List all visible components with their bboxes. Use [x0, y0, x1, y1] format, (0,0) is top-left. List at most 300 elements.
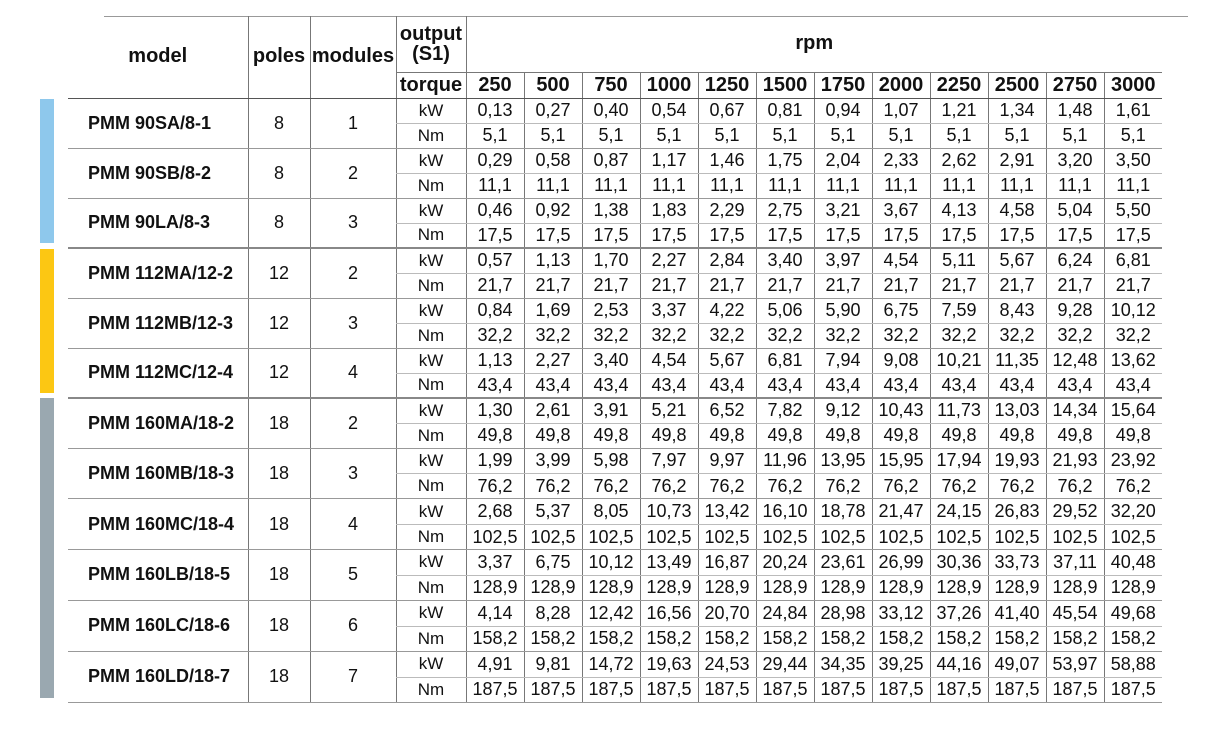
torque-value-cell: 158,2 — [1046, 626, 1104, 651]
unit-nm: Nm — [396, 273, 466, 298]
group-color-bar — [40, 248, 54, 398]
power-value-cell: 5,04 — [1046, 198, 1104, 223]
model-name: PMM 112MB/12-3 — [68, 298, 248, 348]
torque-value-cell: 43,4 — [872, 373, 930, 398]
power-value-cell: 9,12 — [814, 398, 872, 423]
torque-value-cell: 32,2 — [988, 323, 1046, 348]
unit-nm: Nm — [396, 373, 466, 398]
power-value-cell: 7,97 — [640, 448, 698, 474]
unit-kw: kW — [396, 499, 466, 525]
power-value-cell: 4,54 — [872, 248, 930, 273]
power-value-cell: 32,20 — [1104, 499, 1162, 525]
bar-gap — [54, 398, 68, 702]
rpm-header-cell: 3000 — [1104, 72, 1162, 98]
modules-value: 2 — [310, 248, 396, 298]
torque-value-cell: 17,5 — [930, 223, 988, 248]
power-value-cell: 1,46 — [698, 148, 756, 173]
group-color-bar — [40, 98, 54, 248]
power-value-cell: 1,17 — [640, 148, 698, 173]
unit-nm: Nm — [396, 575, 466, 600]
bar-gap — [54, 98, 68, 248]
torque-value-cell: 76,2 — [698, 474, 756, 499]
torque-value-cell: 158,2 — [872, 626, 930, 651]
torque-value-cell: 158,2 — [466, 626, 524, 651]
torque-value-cell: 11,1 — [1046, 173, 1104, 198]
model-name: PMM 160MA/18-2 — [68, 398, 248, 448]
modules-value: 5 — [310, 550, 396, 601]
power-value-cell: 10,12 — [1104, 298, 1162, 323]
power-value-cell: 1,69 — [524, 298, 582, 323]
power-value-cell: 2,27 — [640, 248, 698, 273]
torque-value-cell: 32,2 — [930, 323, 988, 348]
table-row — [40, 651, 1162, 677]
torque-value-cell: 17,5 — [814, 223, 872, 248]
torque-value-cell: 43,4 — [814, 373, 872, 398]
power-value-cell: 14,34 — [1046, 398, 1104, 423]
table-row — [40, 248, 1162, 273]
unit-kw: kW — [396, 98, 466, 123]
power-value-cell: 0,46 — [466, 198, 524, 223]
power-value-cell: 2,68 — [466, 499, 524, 525]
torque-value-cell: 128,9 — [930, 575, 988, 600]
torque-value-cell: 21,7 — [872, 273, 930, 298]
modules-value: 2 — [310, 148, 396, 198]
torque-value-cell: 158,2 — [582, 626, 640, 651]
table-row — [40, 499, 1162, 525]
torque-value-cell: 128,9 — [872, 575, 930, 600]
torque-value-cell: 76,2 — [814, 474, 872, 499]
table-row — [40, 148, 1162, 173]
torque-value-cell: 5,1 — [640, 123, 698, 148]
torque-value-cell: 76,2 — [466, 474, 524, 499]
power-value-cell: 3,97 — [814, 248, 872, 273]
torque-value-cell: 128,9 — [640, 575, 698, 600]
rpm-header-cell: 1250 — [698, 72, 756, 98]
torque-value-cell: 187,5 — [640, 677, 698, 702]
power-value-cell: 16,56 — [640, 600, 698, 626]
power-value-cell: 7,82 — [756, 398, 814, 423]
power-value-cell: 19,93 — [988, 448, 1046, 474]
power-value-cell: 4,58 — [988, 198, 1046, 223]
torque-value-cell: 187,5 — [1104, 677, 1162, 702]
power-value-cell: 9,81 — [524, 651, 582, 677]
torque-value-cell: 43,4 — [930, 373, 988, 398]
torque-value-cell: 11,1 — [930, 173, 988, 198]
torque-value-cell: 17,5 — [1046, 223, 1104, 248]
power-value-cell: 2,27 — [524, 348, 582, 373]
torque-value-cell: 5,1 — [698, 123, 756, 148]
power-value-cell: 20,24 — [756, 550, 814, 576]
poles-value: 18 — [248, 499, 310, 550]
torque-value-cell: 49,8 — [1046, 423, 1104, 448]
power-value-cell: 3,21 — [814, 198, 872, 223]
unit-nm: Nm — [396, 423, 466, 448]
power-value-cell: 6,24 — [1046, 248, 1104, 273]
power-value-cell: 5,67 — [988, 248, 1046, 273]
rpm-header-cell: 2000 — [872, 72, 930, 98]
unit-nm: Nm — [396, 223, 466, 248]
torque-value-cell: 158,2 — [756, 626, 814, 651]
power-value-cell: 21,93 — [1046, 448, 1104, 474]
power-value-cell: 5,37 — [524, 499, 582, 525]
poles-value: 18 — [248, 550, 310, 601]
torque-value-cell: 49,8 — [640, 423, 698, 448]
power-value-cell: 0,13 — [466, 98, 524, 123]
bar-gap — [54, 248, 68, 398]
power-value-cell: 13,03 — [988, 398, 1046, 423]
torque-value-cell: 128,9 — [756, 575, 814, 600]
power-value-cell: 28,98 — [814, 600, 872, 626]
torque-value-cell: 21,7 — [988, 273, 1046, 298]
torque-value-cell: 11,1 — [524, 173, 582, 198]
power-value-cell: 37,11 — [1046, 550, 1104, 576]
poles-value: 8 — [248, 148, 310, 198]
power-value-cell: 45,54 — [1046, 600, 1104, 626]
unit-kw: kW — [396, 448, 466, 474]
torque-value-cell: 49,8 — [524, 423, 582, 448]
unit-kw: kW — [396, 298, 466, 323]
power-value-cell: 9,08 — [872, 348, 930, 373]
torque-value-cell: 11,1 — [582, 173, 640, 198]
power-value-cell: 2,33 — [872, 148, 930, 173]
header-torque: torque — [396, 72, 466, 98]
torque-value-cell: 43,4 — [466, 373, 524, 398]
torque-value-cell: 49,8 — [756, 423, 814, 448]
modules-value: 4 — [310, 499, 396, 550]
torque-value-cell: 17,5 — [582, 223, 640, 248]
torque-value-cell: 5,1 — [466, 123, 524, 148]
table-row — [40, 98, 1162, 123]
torque-value-cell: 21,7 — [466, 273, 524, 298]
torque-value-cell: 76,2 — [582, 474, 640, 499]
unit-kw: kW — [396, 398, 466, 423]
torque-value-cell: 187,5 — [524, 677, 582, 702]
torque-value-cell: 158,2 — [698, 626, 756, 651]
unit-kw: kW — [396, 550, 466, 576]
power-value-cell: 6,75 — [524, 550, 582, 576]
unit-kw: kW — [396, 148, 466, 173]
power-value-cell: 2,75 — [756, 198, 814, 223]
torque-value-cell: 76,2 — [640, 474, 698, 499]
power-value-cell: 0,92 — [524, 198, 582, 223]
power-value-cell: 2,29 — [698, 198, 756, 223]
torque-value-cell: 76,2 — [1046, 474, 1104, 499]
power-value-cell: 4,54 — [640, 348, 698, 373]
power-value-cell: 26,83 — [988, 499, 1046, 525]
power-value-cell: 4,14 — [466, 600, 524, 626]
torque-value-cell: 17,5 — [698, 223, 756, 248]
torque-value-cell: 21,7 — [1104, 273, 1162, 298]
torque-value-cell: 49,8 — [466, 423, 524, 448]
power-value-cell: 17,94 — [930, 448, 988, 474]
power-value-cell: 2,84 — [698, 248, 756, 273]
torque-value-cell: 102,5 — [466, 525, 524, 550]
table-row — [40, 348, 1162, 373]
rpm-header-cell: 1750 — [814, 72, 872, 98]
modules-value: 3 — [310, 298, 396, 348]
power-value-cell: 49,07 — [988, 651, 1046, 677]
torque-value-cell: 5,1 — [814, 123, 872, 148]
model-name: PMM 160MB/18-3 — [68, 448, 248, 499]
torque-value-cell: 32,2 — [698, 323, 756, 348]
torque-value-cell: 102,5 — [640, 525, 698, 550]
torque-value-cell: 43,4 — [988, 373, 1046, 398]
power-value-cell: 9,28 — [1046, 298, 1104, 323]
power-value-cell: 2,61 — [524, 398, 582, 423]
power-value-cell: 1,83 — [640, 198, 698, 223]
power-value-cell: 0,94 — [814, 98, 872, 123]
table-row — [40, 298, 1162, 323]
power-value-cell: 1,61 — [1104, 98, 1162, 123]
torque-value-cell: 32,2 — [1046, 323, 1104, 348]
unit-nm: Nm — [396, 123, 466, 148]
rpm-header-cell: 2750 — [1046, 72, 1104, 98]
torque-value-cell: 76,2 — [930, 474, 988, 499]
power-value-cell: 34,35 — [814, 651, 872, 677]
power-value-cell: 5,67 — [698, 348, 756, 373]
torque-value-cell: 49,8 — [698, 423, 756, 448]
power-value-cell: 0,58 — [524, 148, 582, 173]
torque-value-cell: 128,9 — [466, 575, 524, 600]
torque-value-cell: 76,2 — [872, 474, 930, 499]
torque-value-cell: 76,2 — [988, 474, 1046, 499]
power-value-cell: 29,44 — [756, 651, 814, 677]
modules-value: 2 — [310, 398, 396, 448]
power-value-cell: 3,20 — [1046, 148, 1104, 173]
rpm-header-cell: 2500 — [988, 72, 1046, 98]
rpm-header-cell: 1500 — [756, 72, 814, 98]
power-value-cell: 6,81 — [1104, 248, 1162, 273]
poles-value: 12 — [248, 298, 310, 348]
power-value-cell: 9,97 — [698, 448, 756, 474]
torque-value-cell: 11,1 — [756, 173, 814, 198]
torque-value-cell: 17,5 — [466, 223, 524, 248]
torque-value-cell: 187,5 — [466, 677, 524, 702]
power-value-cell: 23,92 — [1104, 448, 1162, 474]
power-value-cell: 11,73 — [930, 398, 988, 423]
header-model: model — [68, 16, 248, 98]
unit-kw: kW — [396, 248, 466, 273]
torque-value-cell: 158,2 — [1104, 626, 1162, 651]
torque-value-cell: 128,9 — [814, 575, 872, 600]
power-value-cell: 26,99 — [872, 550, 930, 576]
torque-value-cell: 21,7 — [582, 273, 640, 298]
unit-nm: Nm — [396, 474, 466, 499]
power-value-cell: 1,13 — [524, 248, 582, 273]
poles-value: 12 — [248, 248, 310, 298]
power-value-cell: 13,49 — [640, 550, 698, 576]
power-value-cell: 11,35 — [988, 348, 1046, 373]
rpm-header-cell: 2250 — [930, 72, 988, 98]
torque-value-cell: 32,2 — [1104, 323, 1162, 348]
power-value-cell: 3,37 — [466, 550, 524, 576]
torque-value-cell: 32,2 — [640, 323, 698, 348]
torque-value-cell: 21,7 — [1046, 273, 1104, 298]
unit-kw: kW — [396, 651, 466, 677]
power-value-cell: 6,81 — [756, 348, 814, 373]
table-row — [40, 198, 1162, 223]
unit-kw: kW — [396, 600, 466, 626]
power-value-cell: 0,54 — [640, 98, 698, 123]
torque-value-cell: 43,4 — [524, 373, 582, 398]
torque-value-cell: 17,5 — [1104, 223, 1162, 248]
torque-value-cell: 43,4 — [698, 373, 756, 398]
power-value-cell: 10,43 — [872, 398, 930, 423]
torque-value-cell: 17,5 — [872, 223, 930, 248]
power-value-cell: 14,72 — [582, 651, 640, 677]
model-name: PMM 90LA/8-3 — [68, 198, 248, 248]
torque-value-cell: 128,9 — [988, 575, 1046, 600]
power-value-cell: 2,04 — [814, 148, 872, 173]
torque-value-cell: 158,2 — [524, 626, 582, 651]
power-value-cell: 33,12 — [872, 600, 930, 626]
torque-value-cell: 11,1 — [814, 173, 872, 198]
rpm-header-cell: 250 — [466, 72, 524, 98]
power-value-cell: 21,47 — [872, 499, 930, 525]
power-value-cell: 5,21 — [640, 398, 698, 423]
header-rpm: rpm — [466, 16, 1162, 72]
torque-value-cell: 43,4 — [582, 373, 640, 398]
poles-value: 18 — [248, 600, 310, 651]
torque-value-cell: 49,8 — [930, 423, 988, 448]
poles-value: 8 — [248, 198, 310, 248]
torque-value-cell: 49,8 — [814, 423, 872, 448]
torque-value-cell: 5,1 — [524, 123, 582, 148]
unit-nm: Nm — [396, 677, 466, 702]
power-value-cell: 10,21 — [930, 348, 988, 373]
torque-value-cell: 21,7 — [524, 273, 582, 298]
model-name: PMM 112MC/12-4 — [68, 348, 248, 398]
header-modules: modules — [310, 16, 396, 98]
torque-value-cell: 11,1 — [872, 173, 930, 198]
power-value-cell: 2,91 — [988, 148, 1046, 173]
bar-header-spacer — [40, 16, 68, 98]
table-row — [40, 600, 1162, 626]
torque-value-cell: 187,5 — [814, 677, 872, 702]
power-value-cell: 1,99 — [466, 448, 524, 474]
power-value-cell: 4,91 — [466, 651, 524, 677]
torque-value-cell: 17,5 — [524, 223, 582, 248]
torque-value-cell: 5,1 — [872, 123, 930, 148]
torque-value-cell: 102,5 — [524, 525, 582, 550]
power-value-cell: 1,70 — [582, 248, 640, 273]
power-value-cell: 16,87 — [698, 550, 756, 576]
power-value-cell: 5,06 — [756, 298, 814, 323]
torque-value-cell: 17,5 — [756, 223, 814, 248]
power-value-cell: 30,36 — [930, 550, 988, 576]
torque-value-cell: 5,1 — [1046, 123, 1104, 148]
power-value-cell: 8,28 — [524, 600, 582, 626]
table-row — [40, 448, 1162, 474]
torque-value-cell: 102,5 — [698, 525, 756, 550]
power-value-cell: 1,34 — [988, 98, 1046, 123]
rpm-header-cell: 750 — [582, 72, 640, 98]
torque-value-cell: 128,9 — [698, 575, 756, 600]
torque-value-cell: 158,2 — [814, 626, 872, 651]
torque-value-cell: 17,5 — [988, 223, 1046, 248]
unit-kw: kW — [396, 348, 466, 373]
poles-value: 12 — [248, 348, 310, 398]
motor-spec-table-container — [40, 16, 1162, 703]
power-value-cell: 3,67 — [872, 198, 930, 223]
torque-value-cell: 32,2 — [582, 323, 640, 348]
power-value-cell: 11,96 — [756, 448, 814, 474]
power-value-cell: 5,90 — [814, 298, 872, 323]
power-value-cell: 33,73 — [988, 550, 1046, 576]
torque-value-cell: 5,1 — [988, 123, 1046, 148]
power-value-cell: 2,53 — [582, 298, 640, 323]
power-value-cell: 19,63 — [640, 651, 698, 677]
unit-nm: Nm — [396, 626, 466, 651]
power-value-cell: 53,97 — [1046, 651, 1104, 677]
power-value-cell: 3,37 — [640, 298, 698, 323]
power-value-cell: 0,57 — [466, 248, 524, 273]
motor-spec-table — [40, 16, 1162, 703]
power-value-cell: 1,38 — [582, 198, 640, 223]
power-value-cell: 18,78 — [814, 499, 872, 525]
torque-value-cell: 11,1 — [698, 173, 756, 198]
power-value-cell: 23,61 — [814, 550, 872, 576]
torque-value-cell: 11,1 — [988, 173, 1046, 198]
torque-value-cell: 102,5 — [1104, 525, 1162, 550]
torque-value-cell: 128,9 — [582, 575, 640, 600]
power-value-cell: 13,62 — [1104, 348, 1162, 373]
torque-value-cell: 76,2 — [1104, 474, 1162, 499]
unit-nm: Nm — [396, 525, 466, 550]
modules-value: 3 — [310, 198, 396, 248]
torque-value-cell: 5,1 — [1104, 123, 1162, 148]
torque-value-cell: 102,5 — [1046, 525, 1104, 550]
torque-value-cell: 49,8 — [1104, 423, 1162, 448]
header-poles: poles — [248, 16, 310, 98]
torque-value-cell: 76,2 — [756, 474, 814, 499]
torque-value-cell: 187,5 — [582, 677, 640, 702]
modules-value: 4 — [310, 348, 396, 398]
power-value-cell: 10,73 — [640, 499, 698, 525]
torque-value-cell: 21,7 — [640, 273, 698, 298]
torque-value-cell: 128,9 — [1104, 575, 1162, 600]
unit-nm: Nm — [396, 173, 466, 198]
torque-value-cell: 11,1 — [1104, 173, 1162, 198]
model-name: PMM 160MC/18-4 — [68, 499, 248, 550]
power-value-cell: 15,64 — [1104, 398, 1162, 423]
model-name: PMM 160LC/18-6 — [68, 600, 248, 651]
power-value-cell: 5,11 — [930, 248, 988, 273]
model-name: PMM 160LB/18-5 — [68, 550, 248, 601]
torque-value-cell: 102,5 — [930, 525, 988, 550]
torque-value-cell: 32,2 — [466, 323, 524, 348]
power-value-cell: 2,62 — [930, 148, 988, 173]
power-value-cell: 49,68 — [1104, 600, 1162, 626]
power-value-cell: 24,84 — [756, 600, 814, 626]
power-value-cell: 1,48 — [1046, 98, 1104, 123]
torque-value-cell: 187,5 — [872, 677, 930, 702]
power-value-cell: 24,53 — [698, 651, 756, 677]
power-value-cell: 6,52 — [698, 398, 756, 423]
torque-value-cell: 21,7 — [930, 273, 988, 298]
torque-value-cell: 21,7 — [814, 273, 872, 298]
torque-value-cell: 158,2 — [930, 626, 988, 651]
power-value-cell: 29,52 — [1046, 499, 1104, 525]
table-body — [40, 98, 1162, 702]
power-value-cell: 3,40 — [582, 348, 640, 373]
poles-value: 18 — [248, 651, 310, 702]
torque-value-cell: 187,5 — [930, 677, 988, 702]
power-value-cell: 24,15 — [930, 499, 988, 525]
torque-value-cell: 102,5 — [872, 525, 930, 550]
power-value-cell: 1,21 — [930, 98, 988, 123]
torque-value-cell: 32,2 — [524, 323, 582, 348]
